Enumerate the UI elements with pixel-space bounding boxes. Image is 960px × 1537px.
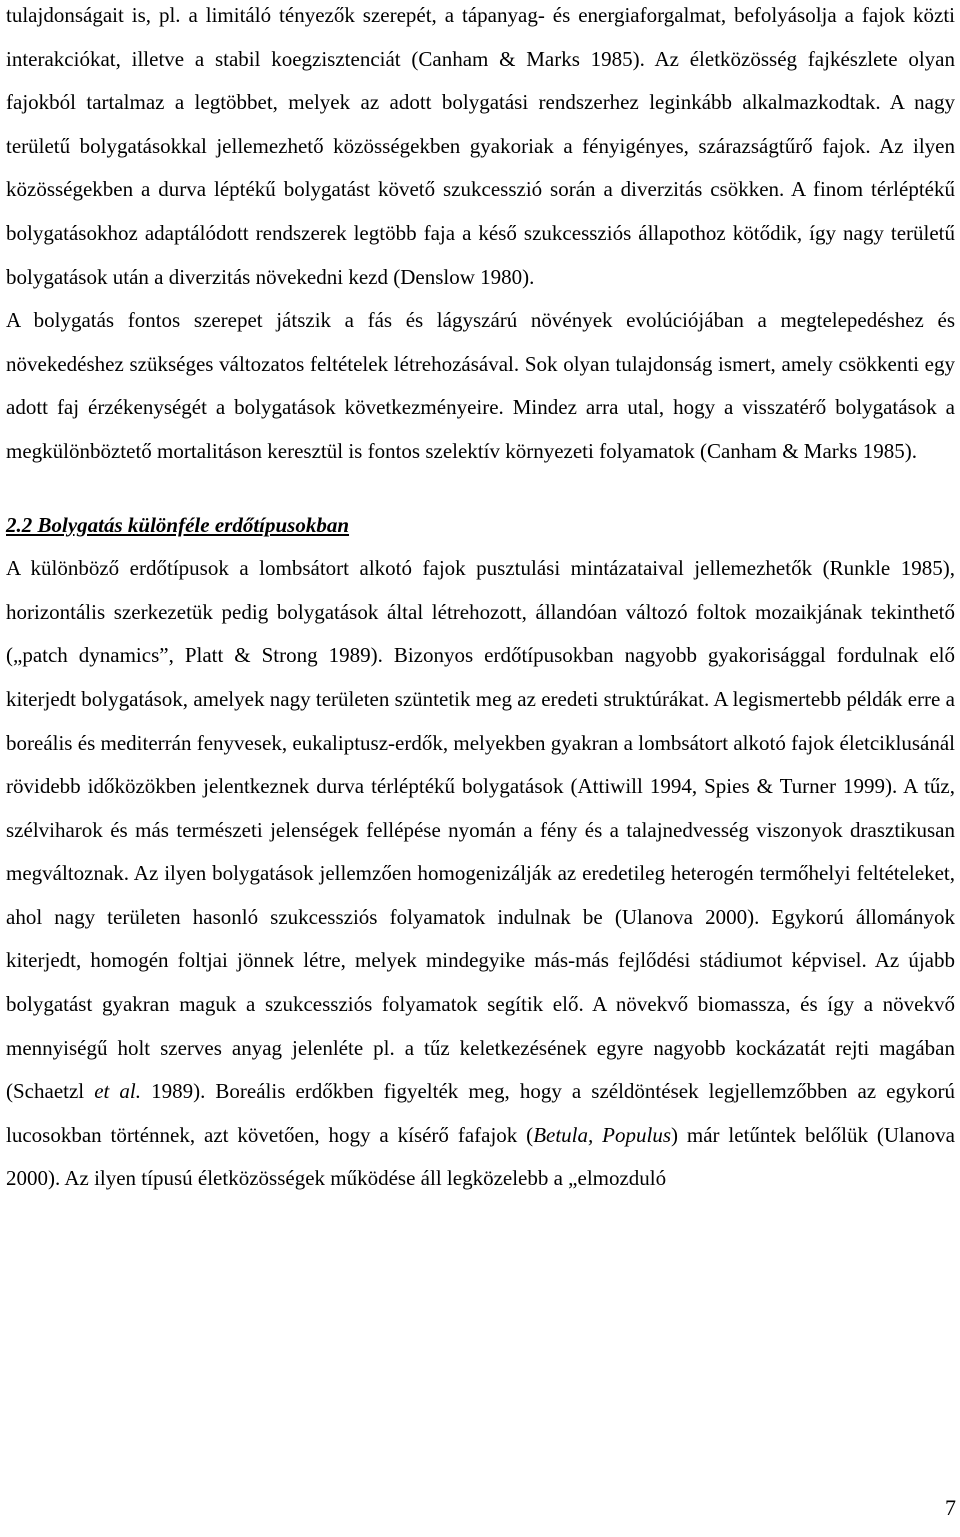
body-paragraph-2: A bolygatás fontos szerepet játszik a fás és lágyszárú növények evolúciójában a megtelepedéshez és növekedéshez szükséges változatos feltételek létrehozásával. Sok olyan tulajdonság ismert, amely csökkenti egy adott faj érzékenységét a bolygatások következményeire. Mindez arra utal, hogy a visszatérő bolygatások a megkülönböztető mortalitáson keresztül is fontos szelektív környezeti folyamatok (Canham & Marks 1985).	[6, 308, 955, 463]
section-paragraph-text-2: 1989). Boreális erdőkben figyelték meg, hogy a széldöntések legjellemzőbben az egykorú lucosokban történnek, azt követően, hogy a kísérő fafajok (	[6, 1079, 955, 1147]
page-number: 7	[945, 1495, 956, 1520]
section-heading: 2.2 Bolygatás különféle erdőtípusokban	[6, 512, 350, 537]
section-paragraph	[6, 547, 955, 1201]
document-page	[6, 0, 955, 1201]
body-paragraph-1: tulajdonságait is, pl. a limitáló tényezők szerepét, a tápanyag- és energiaforgalmat, befolyásolja a fajok közti interakciókat, illetve a stabil koegzisztenciát (Canham & Marks 1985). Az életközösség fajkészlete olyan fajokból tartalmaz a legtöbbet, melyek az adott bolygatási rendszerhez leginkább alkalmazkodtak. A nagy területű bolygatásokkal jellemezhető közösségekben gyakoriak a fényigényes, szárazságtűrő fajok. Az ilyen közösségekben a durva léptékű bolygatást követő szukcesszió során a diverzitás csökken. A finom térléptékű bolygatásokhoz adaptálódott rendszerek legtöbb faja a késő szukcessziós állapothoz kötődik, így nagy területű bolygatások után a diverzitás növekedni kezd (Denslow 1980).	[6, 3, 955, 289]
section-paragraph-text-3: ) már letűntek belőlük (Ulanova 2000). Az ilyen típusú életközösségek működése áll legközelebb a „elmozduló	[6, 1122, 955, 1191]
genera-italic: Betula, Populus	[533, 1122, 671, 1147]
et-al-italic: et al.	[94, 1079, 142, 1104]
section-paragraph-text-1: A különböző erdőtípusok a lombsátort alkotó fajok pusztulási mintázataival jellemezhetők (Runkle 1985), horizontális szerkezetük pedig bolygatások által létrehozott, állandóan változó foltok mozaikjának tekinthető („patch dynamics”, Platt & Strong 1989). Bizonyos erdőtípusokban nagyobb gyakorisággal fordulnak elő kiterjedt bolygatások, amelyek nagy területen szüntetik meg az eredeti struktúrákat. A legismertebb példák erre a boreális és mediterrán fenyvesek, eukaliptusz-erdők, melyekben gyakran a lombsátort alkotó fajok életciklusánál rövidebb időközökben jelentkeznek durva térléptékű bolygatások (Attiwill 1994, Spies & Turner 1999). A tűz, szélviharok és más természeti jelenségek fellépése nyomán a fény és a talajnedvesség viszonyok drasztikusan megváltoznak. Az ilyen bolygatások jellemzően homogenizálják az eredetileg heterogén termőhelyi feltételeket, ahol nagy területen hasonló szukcessziós folyamatok indulnak be (Ulanova 2000). Egykorú állományok kiterjedt, homogén foltjai jönnek létre, melyek mindegyike más-más fejlődési stádiumot képvisel. Az újabb bolygatást gyakran maguk a szukcessziós folyamatok segítik elő. A növekvő biomassza, és így a növekvő mennyiségű holt szerves anyag jelenléte pl. a tűz keletkezésének egyre nagyobb kockázatát rejti magában (Schaetzl	[6, 556, 955, 1104]
